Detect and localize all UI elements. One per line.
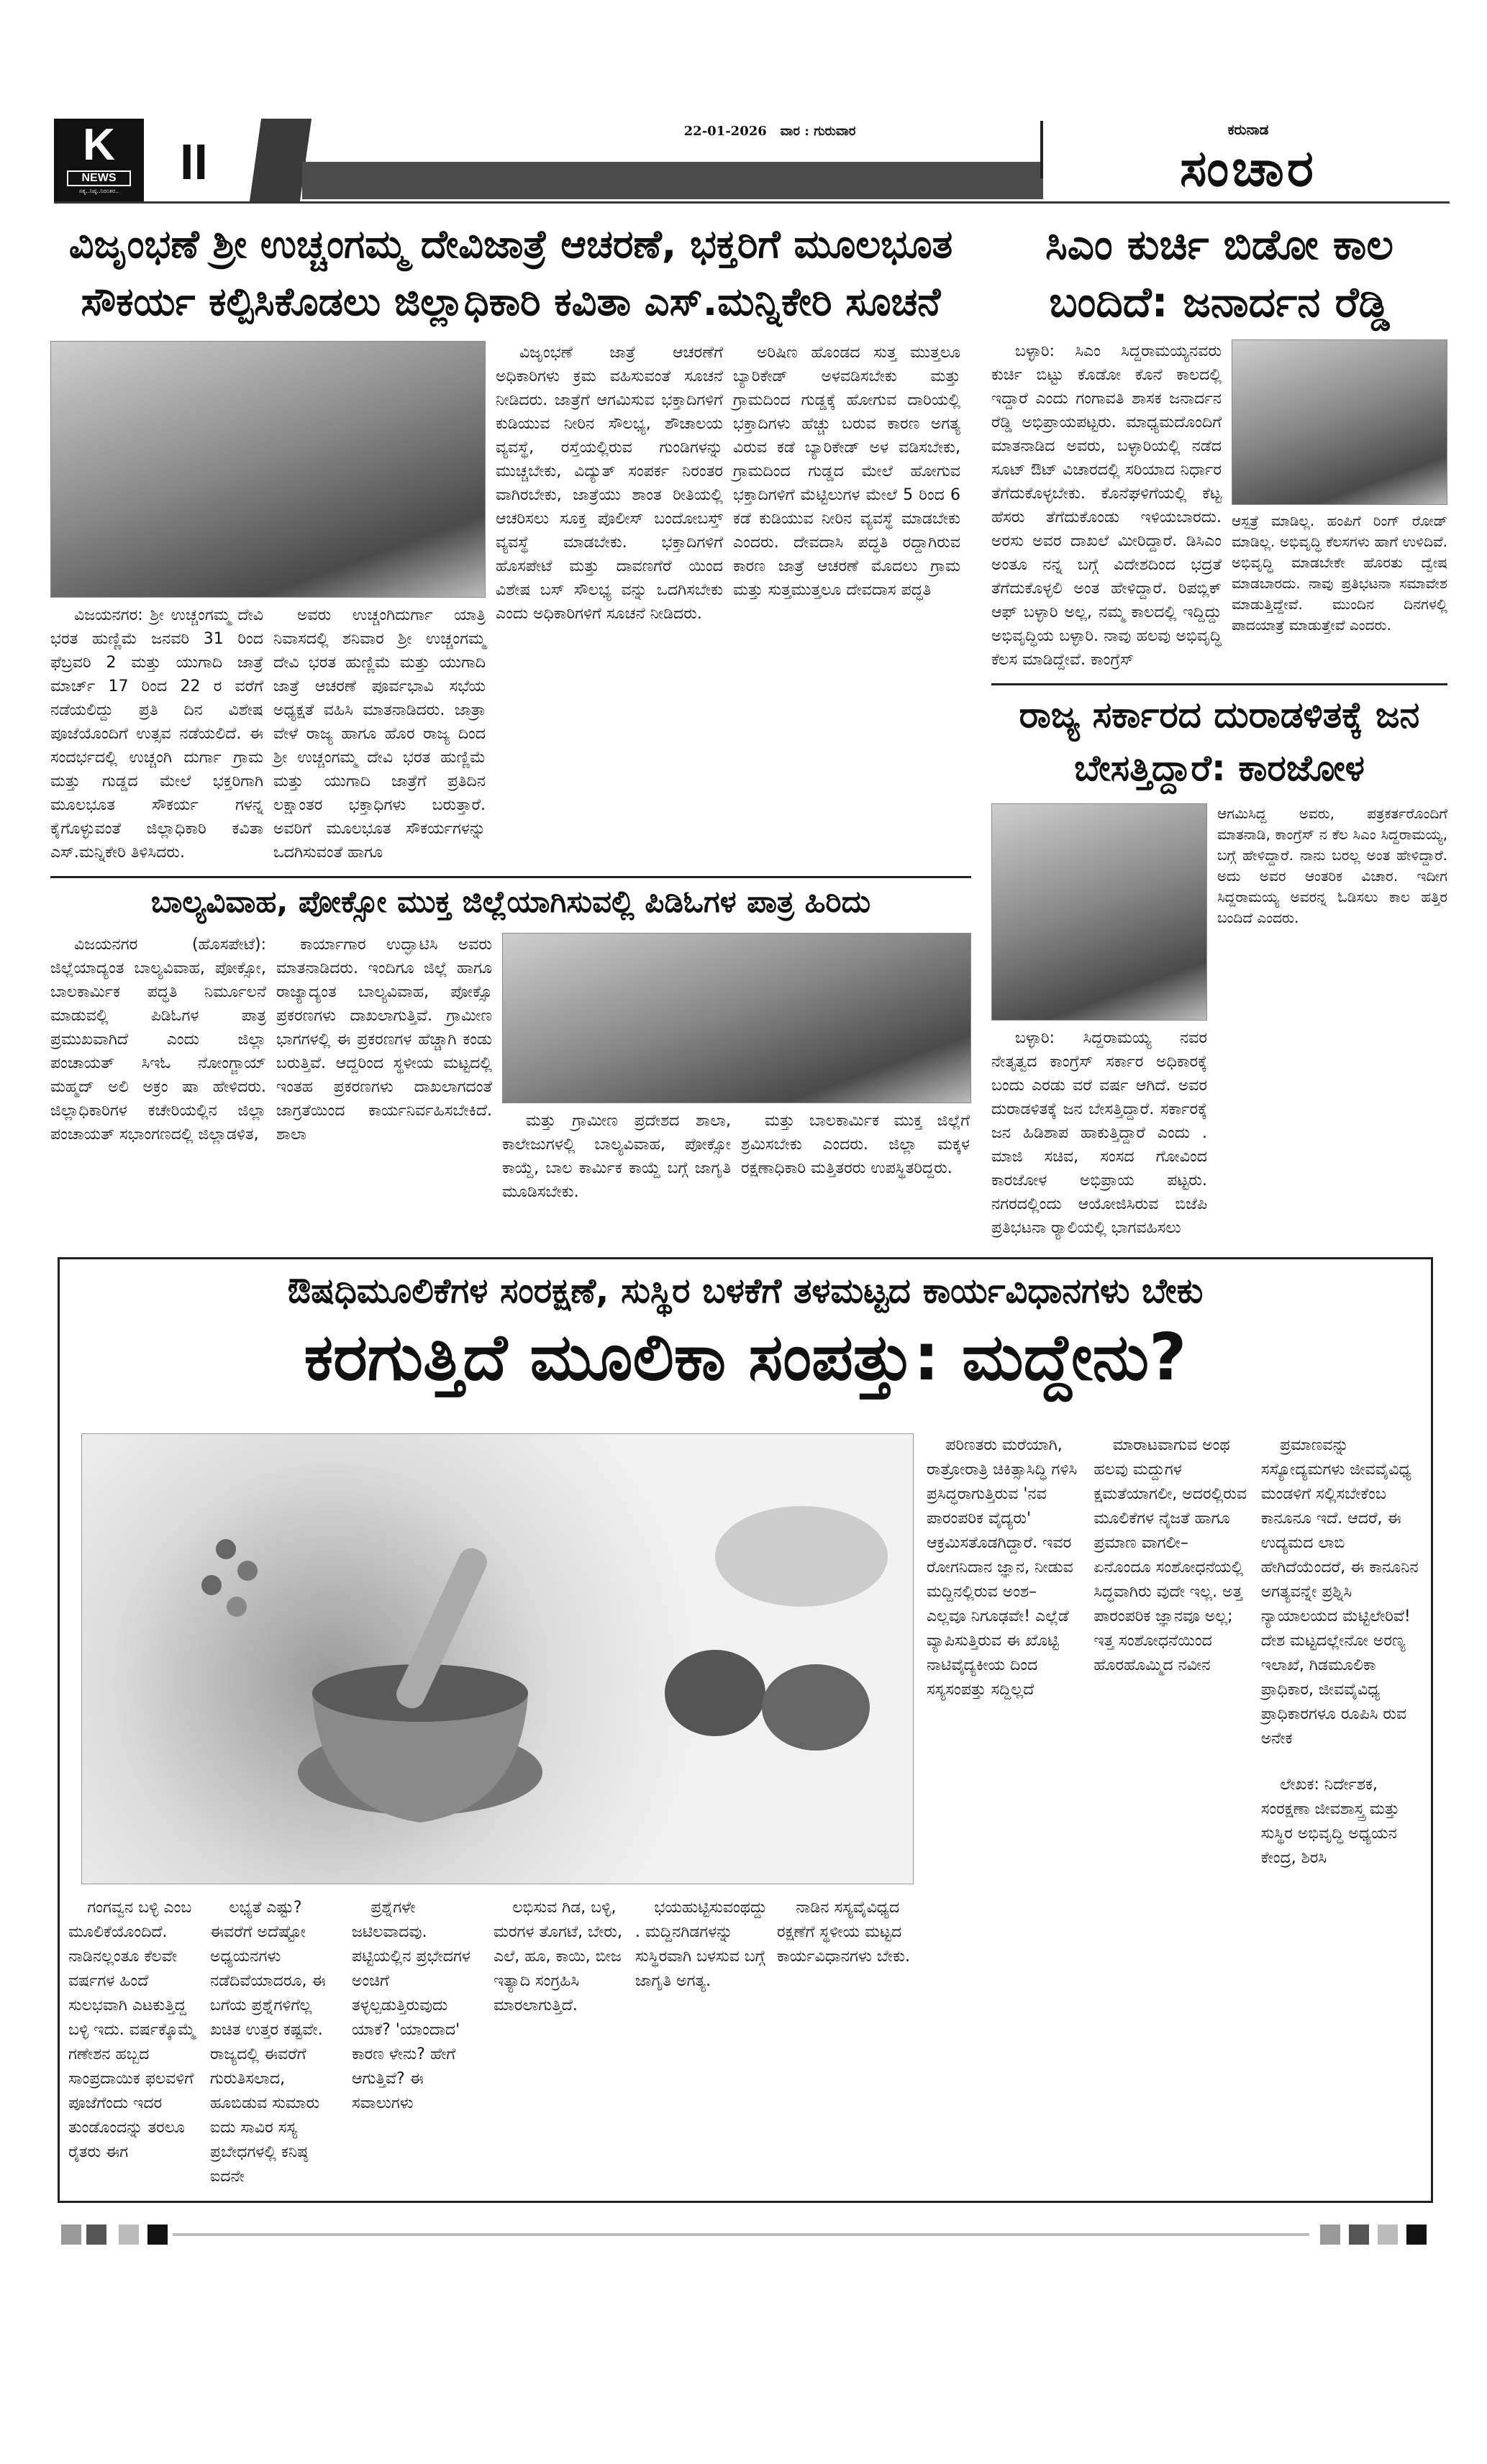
article-reddy-body — [991, 339, 1222, 672]
text: ಮಾರಾಟವಾಗುವ ಅಂಥ ಹಲವು ಮದ್ದುಗಳ ಕ್ಷಮತೆಯಾಗಲೀ, ಅದರಲ್ಲಿರುವ ಮೂಲಿಕೆಗಳ ನೈಜತೆ ಹಾಗೂ ಪ್ರಮಾಣ ವಾಗಲೀ– ಏನೊಂದೂ ಸಂಶೋಧನೆಯಲ್ಲಿ ಸಿದ್ಧವಾಗಿರು ವುದೇ ಇಲ್ಲ. ಅತ್ತ ಪಾರಂಪರಿಕ ಜ್ಞಾನವೂ ಅಲ್ಲ; ಇತ್ತ ಸಂಶೋಧನೆಯಿಂದ ಹೊರಹೊಮ್ಮಿದ ನವೀನ — [1093, 1436, 1247, 1674]
photo-workshop — [502, 933, 971, 1103]
headline-jatre: ವಿಜೃಂಭಣೆ ಶ್ರೀ ಉಚ್ಚಂಗಮ್ಮ ದೇವಿಜಾತ್ರೆ ಆಚರಣೆ, ಭಕ್ತರಿಗೆ ಮೂಲಭೂತ ಸೌಕರ್ಯ ಕಲ್ಪಿಸಿಕೊಡಲು ಜಿಲ್ಲಾಧಿಕಾರಿ ಕವಿತಾ ಎಸ್.ಮನ್ನಿಕೇರಿ ಸೂಚನೆ — [68, 222, 953, 324]
article-cm-col3 — [502, 1109, 731, 1204]
text: ಭಯಹುಟ್ಟಿಸುವಂಥದ್ದು. ಮದ್ದಿನಗಿಡಗಳನ್ನು ಸುಸ್ಥಿರವಾಗಿ ಬಳಸುವ ಬಗ್ಗೆ ಜಾಗೃತಿ ಅಗತ್ಯ. — [635, 1899, 768, 1990]
feature-col-r2 — [1093, 1433, 1247, 1678]
feature-col-r3 — [1261, 1433, 1422, 1751]
article-reddy — [991, 339, 1447, 672]
footer-square — [1349, 2225, 1369, 2245]
article-jatre-col1 — [50, 603, 263, 864]
article-karajol — [991, 803, 1447, 1240]
issue-date — [504, 124, 1036, 139]
text: ವಿಜೃಂಭಣೆ ಜಾತ್ರೆ ಆಚರಣೆಗೆ ಅಧಿಕಾರಿಗಳು ಕ್ರಮ ವಹಿಸುವಂತೆ ಸೂಚನೆ ನೀಡಿದರು. ಜಾತ್ರೆಗೆ ಆಗಮಿಸುವ ಭಕ್ತಾದಿಗಳಿಗೆ ಕುಡಿಯುವ ನೀರಿನ ಸೌಲಭ್ಯ, ಶೌಚಾಲಯ ವ್ಯವಸ್ಥೆ, ರಸ್ತೆಯಲ್ಲಿರುವ ಗುಂಡಿಗಳನ್ನು ಮುಚ್ಚಬೇಕು, ವಿದ್ಯುತ್ ಸಂಪರ್ಕ ನಿರಂತರ ವಾಗಿರಬೇಕು, ಜಾತ್ರೆಯು ಶಾಂತ ರೀತಿಯಲ್ಲಿ ಆಚರಿಸಲು ಸೂಕ್ತ ಪೊಲೀಸ್ ಬಂದೋಬಸ್ತ್ ವ್ಯವಸ್ಥೆ ಮಾಡಬೇಕು. ಭಕ್ತಾದಿಗಳಿಗೆ ಹೊಸಪೇಟೆ ಮತ್ತು ದಾವಣಗೆರೆ ಯಿಂದ ವಿಶೇಷ ಬಸ್ ಸೌಲಭ್ಯ ವನ್ನು ಒದಗಿಸಬೇಕು ಎಂದು ಅಧಿಕಾರಿಗಳಿಗೆ ಸೂಚನೆ ನೀಡಿದರು. — [496, 344, 723, 623]
headline-child-marriage: ಬಾಲ್ಯವಿವಾಹ, ಪೋಕ್ಸೋ ಮುಕ್ತ ಜಿಲ್ಲೆಯಾಗಿಸುವಲ್ಲಿ ಪಿಡಿಓಗಳ ಪಾತ್ರ ಹಿರಿದು — [50, 876, 971, 926]
text: ಮತ್ತು ಬಾಲಕಾರ್ಮಿಕ ಮುಕ್ತ ಜಿಲ್ಲೆಗೆ ಶ್ರಮಿಸಬೇಕು ಎಂದರು. ಜಿಲ್ಲಾ ಮಕ್ಕಳ ರಕ್ಷಣಾಧಿಕಾರಿ ಮತ್ತಿತರರು ಉಪಸ್ಥಿತರಿದ್ದರು. — [741, 1112, 970, 1177]
article-karajol-side: ಆಗಮಿಸಿದ್ದ ಅವರು, ಪತ್ರಕರ್ತರೊಂದಿಗೆ ಮಾತನಾಡಿ, ಕಾಂಗ್ರೆಸ್ ನ ಕೆಲ ಸಿಎಂ ಸಿದ್ದರಾಮಯ್ಯ, ಬಗ್ಗೆ ಹೇಳಿದ್ದಾರೆ. ನಾನು ಬರಲ್ಲ ಅಂತ ಹೇಳಿದ್ದಾರೆ. ಅದು ಅವರ ಆಂತರಿಕ ವಿಚಾರ. ಇದೀಗ ಸಿದ್ದರಾಮಯ್ಯ ಅವರನ್ನ ಓಡಿಸಲು ಕಾಲ ಹತ್ತಿರ ಬಂದಿದೆ ಎಂದರು. — [1217, 805, 1447, 926]
feature-col-b6 — [777, 1896, 910, 2189]
text: ಅರಿಷಿಣ ಹೊಂಡದ ಸುತ್ತ ಮುತ್ತಲೂ ಬ್ಯಾರಿಕೇಡ್ ಅಳವಡಿಸಬೇಕು ಮತ್ತು ಗ್ರಾಮದಿಂದ ಗುಡ್ಡಕ್ಕೆ ಹೋಗುವ ದಾರಿಯಲ್ಲಿ ಭಕ್ತಾದಿಗಳು ಹೆಚ್ಚು ಬರುವ ಕಾರಣ ಅಗತ್ಯ ವಿರುವ ಕಡೆ ಬ್ಯಾರಿಕೇಡ್ ಅಳ ವಡಿಸಬೇಕು, ಗ್ರಾಮದಿಂದ ಗುಡ್ಡದ ಮೇಲೆ ಹೋಗುವ ಭಕ್ತಾದಿಗಳಿಗೆ ಮೆಟ್ಟಿಲುಗಳ ಮೇಲೆ 5 ರಿಂದ 6 ಕಡೆ ಕುಡಿಯುವ ನೀರಿನ ವ್ಯವಸ್ಥೆ ಮಾಡಬೇಕು ಎಂದರು. ದೇವದಾಸಿ ಪದ್ಧತಿ ರದ್ದಾಗಿರುವ ಕಾರಣ ಜಾತ್ರೆ ಆಚರಣೆ ಮೊದಲು ಗ್ರಾಮ ಮತ್ತು ಸುತ್ತಮುತ್ತಲೂ ದೇವದಾಸ ಪದ್ಧತಿ — [733, 344, 960, 599]
divider — [1040, 121, 1043, 178]
footer-square — [1378, 2225, 1398, 2245]
feature-bottom-columns — [68, 1896, 914, 2189]
feature-body — [68, 1433, 1422, 2189]
feature-headline: ಕರಗುತ್ತಿದೆ ಮೂಲಿಕಾ ಸಂಪತ್ತು: ಮದ್ದೇನು? — [304, 1320, 1187, 1395]
text: ಕಾರ್ಯಾಗಾರ ಉದ್ಘಾಟಿಸಿ ಅವರು ಮಾತನಾಡಿದರು. ಇಂದಿಗೂ ಜಿಲ್ಲೆ ಹಾಗೂ ರಾಜ್ಯಾದ್ಯಂತ ಬಾಲ್ಯವಿವಾಹ, ಪೋಕ್ಸೊ ಪ್ರಕರಣಗಳು ದಾಖಲಾಗುತ್ತಿವೆ. ಗ್ರಾಮೀಣ ಭಾಗಗಳಲ್ಲಿ ಈ ಪ್ರಕರಣಗಳ ಹೆಚ್ಚಾಗಿ ಕಂಡು ಬರುತ್ತಿವೆ. ಆದ್ದರಿಂದ ಸ್ಥಳೀಯ ಮಟ್ಟದಲ್ಲಿ ಇಂತಹ ಪ್ರಕರಣಗಳು ದಾಖಲಾಗದಂತೆ ಜಾಗ್ರತೆಯಿಂದ ಕಾರ್ಯನಿರ್ವಹಿಸಬೇಕಿದೆ. ಶಾಲಾ — [276, 936, 492, 1144]
photo-meeting — [50, 341, 486, 598]
article-cm-col1 — [50, 933, 266, 1146]
article-jatre-col4 — [733, 341, 960, 602]
photo-herbs-mortar — [81, 1433, 914, 1884]
page-footer — [0, 2217, 1487, 2275]
footer-square — [86, 2225, 106, 2245]
footer-line — [173, 2233, 1309, 2236]
feature-col-r1 — [927, 1433, 1081, 1702]
footer-square — [1320, 2225, 1340, 2245]
feature-col-b2 — [210, 1896, 343, 2189]
article-karajol-body — [991, 1026, 1207, 1240]
text: ನಾಡಿನ ಸಸ್ಯವೈವಿಧ್ಯದ ರಕ್ಷಣೆಗೆ ಸ್ಥಳೀಯ ಮಟ್ಟದ ಕಾರ್ಯವಿಧಾನಗಳು ಬೇಕು. — [777, 1899, 910, 1966]
feature-box — [58, 1257, 1433, 2203]
footer-square — [119, 2225, 139, 2245]
header-rule — [54, 201, 1450, 204]
feature-author — [1261, 1773, 1422, 1871]
text: ಲಭಿಸುವ ಗಿಡ, ಬಳ್ಳಿ, ಮರಗಳ ತೊಗಟೆ, ಬೇರು, ಎಲೆ, ಹೂ, ಕಾಯಿ, ಬೀಜ ಇತ್ಯಾದಿ ಸಂಗ್ರಹಿಸಿ ಮಾರಲಾಗುತ್ತಿದೆ. — [494, 1899, 623, 2014]
headline-karajol: ರಾಜ್ಯ ಸರ್ಕಾರದ ದುರಾಡಳಿತಕ್ಕೆ ಜನ ಬೇಸತ್ತಿದ್ದಾರೆ: ಕಾರಜೋಳ — [991, 683, 1447, 795]
footer-square — [1406, 2225, 1427, 2245]
article-jatre-col3 — [496, 341, 723, 626]
article-jatre — [50, 341, 971, 864]
masthead: ಸಂಚಾರ — [1180, 139, 1317, 198]
news-area — [50, 216, 1447, 1240]
text: ಗಂಗವ್ವನ ಬಳ್ಳಿ ಎಂಬ ಮೂಲಿಕೆಯೊಂದಿದೆ. ನಾಡಿನಲ್ಲಂತೂ ಕೆಲವೇ ವರ್ಷಗಳ ಹಿಂದೆ ಸುಲಭವಾಗಿ ಎಟಕುತ್ತಿದ್ದ ಬಳ್ಳಿ ಇದು. ವರ್ಷಕ್ಕೊಮ್ಮೆ ಗಣೇಶನ ಹಬ್ಬದ ಸಾಂಪ್ರದಾಯಿಕ ಫಲವಳಿಗೆ ಪೂಜೆಗೆಂದು ಇದರ ತುಂಡೊಂದನ್ನು ತರಲೂ ರೈತರು ಈಗ — [68, 1899, 196, 2161]
decorative-band — [302, 162, 1043, 199]
feature-col-b5 — [635, 1896, 768, 2189]
text: ಪರಿಣತರು ಮರೆಯಾಗಿ, ರಾತ್ರೋರಾತ್ರಿ ಚಿಕಿತ್ಸಾಸಿದ್ಧಿ ಗಳಿಸಿ ಪ್ರಸಿದ್ಧರಾಗುತ್ತಿರುವ 'ನವ ಪಾರಂಪರಿಕ ವೈದ್ಯರು' ಆಕ್ರಮಿಸತೊಡಗಿದ್ದಾರೆ. ಇವರ ರೋಗನಿದಾನ ಜ್ಞಾನ, ನೀಡುವ ಮದ್ದಿನಲ್ಲಿರುವ ಅಂಶ– ಎಲ್ಲವೂ ನಿಗೂಢವೇ! ಎಲ್ಲೆಡೆ ವ್ಯಾಪಿಸುತ್ತಿರುವ ಈ ಖೊಟ್ಟಿ ನಾಟಿವೈದ್ಯಕೀಯ ದಿಂದ ಸಸ್ಯಸಂಪತ್ತು ಸದ್ದಿಲ್ಲದೆ — [927, 1436, 1078, 1699]
feature-col-b4 — [494, 1896, 627, 2189]
article-cm-col4 — [741, 1109, 970, 1180]
article-child-marriage — [50, 933, 971, 1204]
article-jatre-col2 — [273, 603, 486, 864]
k-news-logo — [54, 119, 144, 201]
article-cm-photo-block — [502, 933, 971, 1204]
text: ಪ್ರಶ್ನೆಗಳೇ ಜಟಿಲವಾದವು. ಪಟ್ಟಿಯಲ್ಲಿನ ಪ್ರಭೇದಗಳ ಅಂಚಿಗೆ ತಳ್ಳಲ್ಪಡುತ್ತಿರುವುದು ಯಾಕೆ? 'ಯಾಂದಾದ' ಕಾರಣ ಳೇನು? ಹೇಗೆ ಆಗುತ್ತಿವೆ? ಈ ಸವಾಲುಗಳು — [352, 1899, 470, 2112]
feature-col-b1 — [68, 1896, 201, 2189]
text: ಬಳ್ಳಾರಿ: ಸಿದ್ದರಾಮಯ್ಯ ನವರ ನೇತೃತ್ವದ ಕಾಂಗ್ರೆಸ್ ಸರ್ಕಾರ ಅಧಿಕಾರಕ್ಕೆ ಬಂದು ಎರಡು ವರೆ ವರ್ಷ ಆಗಿದೆ. ಅವರ ದುರಾಡಳಿತಕ್ಕೆ ಜನ ಬೇಸತ್ತಿದ್ದಾರೆ. ಸರ್ಕಾರಕ್ಕೆ ಜನ ಹಿಡಿಶಾಪ ಹಾಕುತ್ತಿದ್ದಾರೆ ಎಂದು . ಮಾಜಿ ಸಚಿವ, ಸಂಸದ ಗೋವಿಂದ ಕಾರಜೋಳ ಅಭಿಪ್ರಾಯ ಪಟ್ಟರು. ನಗರದಲ್ಲಿಂದು ಆಯೋಜಿಸಿರುವ ಬಿಜೆಪಿ ಪ್ರತಿಭಟನಾ ರ್‍ಯಾಲಿಯಲ್ಲಿ ಭಾಗವಹಿಸಲು — [991, 1029, 1207, 1237]
article-cm-col2 — [276, 933, 492, 1146]
text: ಅವರು ಉಚ್ಚಂಗಿದುರ್ಗಾ ಯಾತ್ರಿ ನಿವಾಸದಲ್ಲಿ ಶನಿವಾರ ಶ್ರೀ ಉಚ್ಚಂಗಮ್ಮ ದೇವಿ ಭರತ ಹುಣ್ಣಿಮೆ ಮತ್ತು ಯುಗಾದಿ ಜಾತ್ರೆ ಆಚರಣೆ ಪೂರ್ವಭಾವಿ ಸಭೆಯ ಅಧ್ಯಕ್ಷತೆ ವಹಿಸಿ ಮಾತನಾಡಿದರು. ಜಾತ್ರಾ ವೇಳೆ ರಾಜ್ಯ ಹಾಗೂ ಹೊರ ರಾಜ್ಯ ದಿಂದ ಶ್ರೀ ಉಚ್ಚಂಗಮ್ಮ ದೇವಿ ಭರತ ಹುಣ್ಣಿಮೆ ಮತ್ತು ಯುಗಾದಿ ಜಾತ್ರೆಗೆ ಪ್ರತಿದಿನ ಲಕ್ಷಾಂತರ ಭಕ್ತಾಧಿಗಳು ಬರುತ್ತಾರೆ. ಅವರಿಗೆ ಮೂಲಭೂತ ಸೌಕರ್ಯಗಳನ್ನು ಒದಗಿಸುವಂತೆ ಹಾಗೂ — [273, 606, 486, 862]
feature-col-b3 — [352, 1896, 485, 2189]
text: ಮತ್ತು ಗ್ರಾಮೀಣ ಪ್ರದೇಶದ ಶಾಲಾ, ಕಾಲೇಜುಗಳಲ್ಲಿ ಬಾಲ್ಯವಿವಾಹ, ಪೋಕ್ಸೋ ಕಾಯ್ದೆ, ಬಾಲ ಕಾರ್ಮಿಕ ಕಾಯ್ದೆ ಬಗ್ಗೆ ಜಾಗೃತಿ ಮೂಡಿಸಬೇಕು. — [502, 1112, 731, 1201]
article-jatre-photo-block — [50, 341, 486, 864]
headline-reddy: ಸಿಎಂ ಕುರ್ಚಿ ಬಿಡೋ ಕಾಲ ಬಂದಿದೆ: ಜನಾರ್ದನ ರೆಡ್ಡಿ — [1045, 220, 1393, 327]
logo-letter: K — [83, 120, 115, 170]
page-header — [0, 0, 1487, 216]
logo-word: NEWS — [67, 170, 131, 186]
text: ಲೇಖಕ: ನಿರ್ದೇಶಕ, ಸಂರಕ್ಷಣಾ ಜೀವಶಾಸ್ತ್ರ ಮತ್ತು ಸುಸ್ಥಿರ ಅಭಿವೃದ್ಧಿ ಅಧ್ಯಯನ ಕೇಂದ್ರ, ಶಿರಸಿ — [1260, 1776, 1400, 1867]
right-region — [991, 216, 1447, 1240]
text: ವಿಜಯನಗರ (ಹೊಸಪೇಟೆ): ಜಿಲ್ಲೆಯಾದ್ಯಂತ ಬಾಲ್ಯವಿವಾಹ, ಪೋಕ್ಸೋ, ಬಾಲಕಾರ್ಮಿಕ ಪದ್ಧತಿ ನಿರ್ಮೂಲನೆ ಮಾಡುವಲ್ಲಿ ಪಿಡಿಓಗಳ ಪಾತ್ರ ಪ್ರಮುಖವಾಗಿದೆ ಎಂದು ಜಿಲ್ಲಾ ಪಂಚಾಯತ್ ಸಿಇಓ ನೋಂಗ್ಜಾಯ್ ಮಹ್ಮದ್ ಅಲಿ ಅಕ್ರಂ ಷಾ ಹೇಳಿದರು. ಜಿಲ್ಲಾಧಿಕಾರಿಗಳ ಕಚೇರಿಯಲ್ಲಿನ ಜಿಲ್ಲಾ ಪಂಚಾಯತ್ ಸಭಾಂಗಣದಲ್ಲಿ ಜಿಲ್ಲಾಡಳಿತ, — [50, 936, 266, 1144]
herbs-illustration — [82, 1434, 913, 1884]
logo-tagline: ಸತ್ಯ..ನಿಷ್ಠ..ನಿರಂತರ.. — [78, 188, 119, 194]
page-number: II — [180, 134, 208, 190]
footer-square — [61, 2225, 81, 2245]
weekday-text: ವಾರ : ಗುರುವಾರ — [780, 124, 856, 139]
masthead-small: ಕರುನಾಡ — [1227, 121, 1269, 138]
left-region — [50, 216, 971, 1240]
text: ಪ್ರಮಾಣವನ್ನು ಸಸ್ಯೋದ್ಯಮಗಳು ಜೀವವೈವಿಧ್ಯ ಮಂಡಳಿಗೆ ಸಲ್ಲಿಸಬೇಕೆಂಬ ಕಾನೂನೂ ಇದೆ. ಆದರೆ, ಈ ಉದ್ಯಮದ ಲಾಬಿ ಹೇಗಿದೆಯೆಂದರೆ, ಈ ಕಾನೂನಿನ ಅಗತ್ಯವನ್ನೇ ಪ್ರಶ್ನಿಸಿ ನ್ಯಾಯಾಲಯದ ಮೆಟ್ಟಿಲೇರಿವೆ! ದೇಶ ಮಟ್ಟದಲ್ಲೇನೋ ಅರಣ್ಯ ಇಲಾಖೆ, ಗಿಡಮೂಲಿಕಾ ಪ್ರಾಧಿಕಾರ, ಜೀವವೈವಿಧ್ಯ ಪ್ರಾಧಿಕಾರಗಳೂ ರೂಪಿಸಿ ರುವ ಅನೇಕ — [1260, 1436, 1419, 1748]
text: ವಿಜಯನಗರ: ಶ್ರೀ ಉಚ್ಚಂಗಮ್ಮ ದೇವಿ ಭರತ ಹುಣ್ಣಿಮೆ ಜನವರಿ 31 ರಿಂದ ಫೆಬ್ರವರಿ 2 ಮತ್ತು ಯುಗಾದಿ ಜಾತ್ರೆ ಮಾರ್ಚ್ 17 ರಿಂದ 22 ರ ವರೆಗೆ ನಡೆಯಲಿದ್ದು ಪ್ರತಿ ದಿನ ವಿಶೇಷ ಪೂಜೆಯೊಂದಿಗೆ ಉತ್ಸವ ನಡೆಯಲಿದೆ. ಈ ಸಂದರ್ಭದಲ್ಲಿ ಉಚ್ಚಂಗಿ ದುರ್ಗಾ ಗ್ರಾಮ ಮತ್ತು ಗುಡ್ಡದ ಮೇಲೆ ಭಕ್ತರಿಗಾಗಿ ಮೂಲಭೂತ ಸೌಕರ್ಯ ಗಳನ್ನ ಕೈಗೊಳ್ಳುವಂತೆ ಜಿಲ್ಲಾಧಿಕಾರಿ ಕವಿತಾ ಎಸ್.ಮನ್ನಿಕೇರಿ ತಿಳಿಸಿದರು. — [50, 606, 263, 862]
feature-kicker: ಔಷಧಿಮೂಲಿಕೆಗಳ ಸಂರಕ್ಷಣೆ, ಸುಸ್ಥಿರ ಬಳಕೆಗೆ ತಳಮಟ್ಟದ ಕಾರ್ಯವಿಧಾನಗಳು ಬೇಕು — [287, 1271, 1204, 1311]
date-text: 22-01-2026 — [683, 124, 767, 139]
text: ಲಭ್ಯತೆ ಎಷ್ಟು? ಈವರೆಗೆ ಅದೆಷ್ಟೋ ಅಧ್ಯಯನಗಳು ನಡೆದಿವೆಯಾದರೂ, ಈ ಬಗೆಯ ಪ್ರಶ್ನೆಗಳಿಗೆಲ್ಲ ಖಚಿತ ಉತ್ತರ ಕಷ್ಟವೇ. ರಾಜ್ಯದಲ್ಲಿ ಈವರೆಗೆ ಗುರುತಿಸಲಾದ, ಹೂಬಿಡುವ ಸುಮಾರು ಐದು ಸಾವಿರ ಸಸ್ಯ ಪ್ರಬೇಧಗಳಲ್ಲಿ ಕನಿಷ್ಠ ಐದನೇ — [210, 1899, 326, 2186]
footer-square — [147, 2225, 168, 2245]
photo-janardhana-reddy — [1232, 339, 1447, 505]
photo-karajol — [991, 803, 1207, 1021]
article-reddy-side: ಆಸ್ಪತ್ರೆ ಮಾಡಿಲ್ಲ. ಹಂಪಿಗೆ ರಿಂಗ್ ರೋಡ್ ಮಾಡಿಲ್ಲ. ಅಭಿವೃದ್ಧಿ ಕೆಲಸಗಳು ಹಾಗೆ ಉಳಿದಿವೆ. ಅಭಿವೃದ್ಧಿ ಮಾಡಬೇಕೇ ಹೊರತು ದ್ವೇಷ ಮಾಡಬಾರದು. ನಾವು ಪ್ರತಿಭಟನಾ ಸಮಾವೇಶ ಮಾಡುತ್ತಿದ್ದೇವೆ. ಮುಂದಿನ ದಿನಗಳಲ್ಲಿ ಪಾದಯಾತ್ರೆ ಮಾಡುತ್ತೇವೆ ಎಂದರು. — [1232, 512, 1447, 634]
text: ಬಳ್ಳಾರಿ: ಸಿಎಂ ಸಿದ್ದರಾಮಯ್ಯನವರು ಕುರ್ಚಿ ಬಿಟ್ಟು ಕೊಡೋ ಕೊನೆ ಕಾಲದಲ್ಲಿ ಇದ್ದಾರೆ ಎಂದು ಗಂಗಾವತಿ ಶಾಸಕ ಜನಾರ್ದನ ರೆಡ್ಡಿ ಅಭಿಪ್ರಾಯಪಟ್ಟರು. ಮಾಧ್ಯಮದೊಂದಿಗೆ ಮಾತನಾಡಿದ ಅವರು, ಬಳ್ಳಾರಿಯಲ್ಲಿ ನಡೆದ ಸೂಟ್ ಔಟ್ ವಿಚಾರದಲ್ಲಿ ಸರಿಯಾದ ನಿರ್ಧಾರ ತೆಗೆದುಕೊಳ್ಳಬೇಕು. ಕೊನೆಘಳಿಗೆಯಲ್ಲಿ ಕೆಟ್ಟ ಹೆಸರು ತೆಗೆದುಕೊಂಡು ಇಳಿಯಬಾರದು. ಅರಸು ಅವರ ದಾಖಲೆ ಮೀರಿದ್ದಾರೆ. ಡಿಸಿಎಂ ಅಂತೂ ನನ್ನ ಬಗ್ಗೆ ವಿದೇಶದಿಂದ ಭದ್ರತೆ ತೆಗೆದುಕೊಳ್ಳಲಿ ಅಂತ ಹೇಳಿದ್ದಾರೆ. ರಿಪಬ್ಲಿಕ್ ಆಫ್ ಬಳ್ಳಾರಿ ಅಲ್ಲ, ನಮ್ಮ ಕಾಲದಲ್ಲಿ ಇದ್ದಿದ್ದು ಅಭಿವೃದ್ಧಿಯ ಬಳ್ಳಾರಿ. ನಾವು ಹಲವು ಅಭಿವೃದ್ಧಿ ಕೆಲಸ ಮಾಡಿದ್ದೇವೆ. ಕಾಂಗ್ರೆಸ್ — [991, 342, 1222, 669]
